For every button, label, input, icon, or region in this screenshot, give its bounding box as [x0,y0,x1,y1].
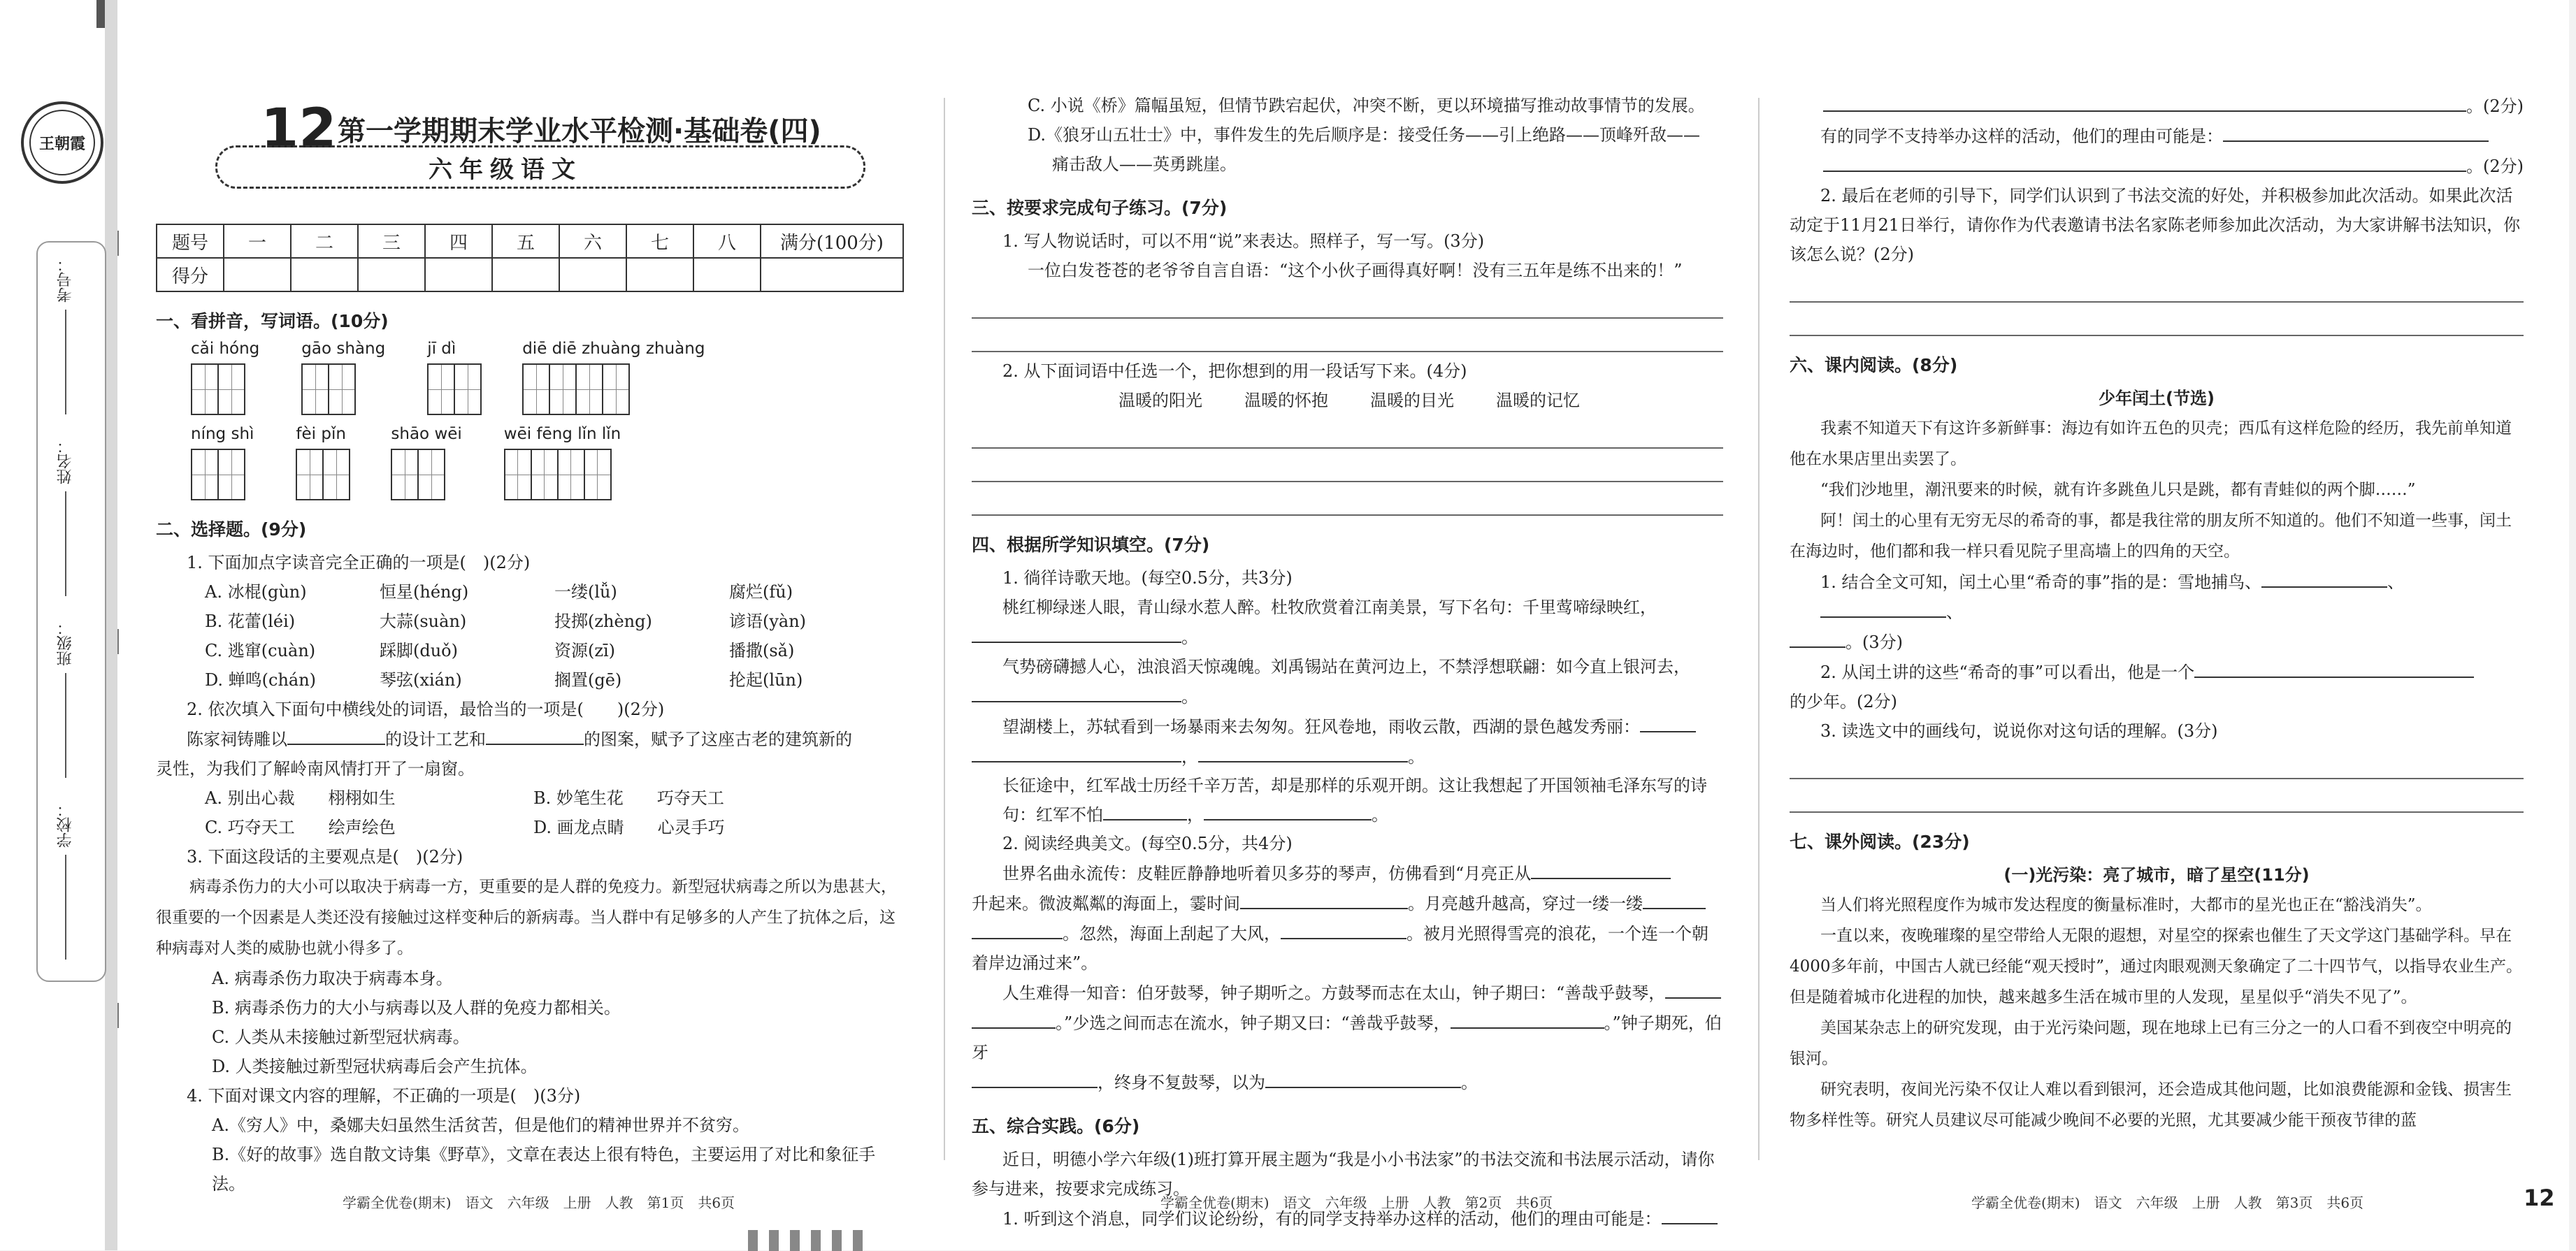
option-item: 投掷(zhèng) [554,612,652,631]
score-input[interactable] [224,258,291,291]
passage-title: (一)光污染：亮了城市，暗了星空(11分) [2003,865,2310,885]
fill-text: 。”少选之间而志在流水，钟子期又曰：“善哉乎鼓琴， 。”钟子期死，伯牙 [972,1008,1723,1067]
exam-title: 第一学期期末学业水平检测·基础卷(四) [338,115,821,147]
answer-line-score: 。(2分) [1790,151,2524,181]
blank[interactable] [972,918,1063,939]
option[interactable]: D. 人类接触过新型冠状病毒后会产生抗体。 [212,1057,538,1076]
blank[interactable] [2223,121,2489,142]
fill-text: 。忽然，海面上刮起了大风， 。被月光照得雪亮的浪花，一个连一个朝着岸边涌过来”。 [972,918,1723,978]
writing-grid[interactable] [301,363,385,415]
blank[interactable] [2194,657,2474,678]
option[interactable]: A. 别出心裁 栩栩如生 [205,788,396,808]
passage-paragraph: 阿！闰土的心里有无穷无尽的希奇的事，都是我往常的朋友所不知道的。他们不知道一些事，闰土在海边时，他们都和我一样只看见院子里高墙上的四角的天空。 [1790,512,2512,561]
question-text: 2. 从闰土讲的这些“希奇的事”可以看出，他是一个 [1790,657,2524,687]
blank[interactable] [972,1067,1098,1088]
section-3-heading: 三、按要求完成句子练习。(7分) [972,198,1228,218]
option[interactable]: C. 小说《桥》篇幅虽短，但情节跌宕起伏，冲突不断，更以环境描写推动故事情节的发展。 [1028,96,1705,115]
blank[interactable] [1823,91,2466,112]
option[interactable]: A.《穷人》中，桑娜夫妇虽然生活贫苦，但是他们的精神世界并不贫穷。 [212,1115,749,1135]
score-input[interactable] [626,258,693,291]
page-badge: 12 [2524,1185,2555,1211]
score-cell: 八 [693,224,761,258]
score-input[interactable] [291,258,358,291]
column-3 [1790,91,2524,1136]
option-item: 腐烂(fǔ) [729,582,793,602]
fill-text: 人生难得一知音：伯牙鼓琴，钟子期听之。方鼓琴而志在太山，钟子期曰：“善哉乎鼓琴， [972,978,1723,1008]
blank[interactable] [1643,888,1706,909]
blank[interactable] [1665,978,1721,999]
blank[interactable] [1451,1008,1604,1029]
passage-paragraph: 当人们将光照程度作为城市发达程度的衡量标准时，大都市的星光也正在“豁浅消失”。 [1820,896,2432,914]
pinyin-label: jī dì [427,340,456,358]
fill-text: 桃红柳绿迷人眼，青山绿水惹人醉。杜牧欣赏着江南美景，写下名句：千里莺啼绿映红， [1002,598,1657,617]
fill-text: 望湖楼上，苏轼看到一场暴雨来去匆匆。狂风卷地，雨收云散，西湖的景色越发秀丽： [972,711,1723,742]
column-1 [156,70,904,1199]
option-continued: 痛击敌人——英勇跳崖。 [1052,154,1237,174]
pinyin-label: fèi pǐn [296,425,346,443]
blank[interactable] [1265,1067,1461,1088]
column-divider-1 [944,98,945,1160]
section-2-heading: 二、选择题。(9分) [156,519,307,540]
question-text: 1. 徜徉诗歌天地。(每空0.5分，共3分) [1002,568,1293,588]
option[interactable]: B.《好的故事》选自散文诗集《野草》，文章在表达上很有特色，主要运用了对比和象征手法。 [212,1145,876,1194]
option[interactable]: D.《狼牙山五壮士》中，事件发生的先后顺序是：接受任务——引上绝路——顶峰歼敌—— [1028,125,1701,145]
blank[interactable] [972,742,1181,762]
fill-text: 长征途中，红军战士历经千辛万苦，却是那样的乐观开朗。这让我想起了开国领袖毛泽东写的诗句：红军不怕 ， 。 [1002,776,1707,825]
q2-options [156,783,904,842]
registration-marks [748,1230,863,1251]
word-choice: 温暖的目光 [1370,391,1454,410]
blank[interactable] [972,622,1181,643]
blank[interactable] [1240,888,1408,909]
option[interactable]: C. 巧夺天工 绘声绘色 [205,818,396,837]
blank[interactable] [1820,597,1946,618]
score-cell: 三 [358,224,425,258]
option[interactable]: B. 病毒杀伤力的大小与病毒以及人群的免疫力都相关。 [212,998,621,1018]
blank[interactable] [287,724,385,745]
section-5-heading: 五、综合实践。(6分) [972,1116,1140,1136]
blank[interactable] [1823,151,2466,172]
score-input[interactable] [761,258,903,291]
pinyin-label: shāo wēi [391,425,462,443]
score-cell: 题号 [157,224,224,258]
column-divider-2 [1758,98,1760,1160]
q3-passage: 病毒杀伤力的大小可以取决于病毒一方，更重要的是人群的免疫力。新型冠状病毒之所以为患甚大，很重要的一个因素是人类还没有接触过这样变种后的新病毒。当人群中有足够多的人产生了抗体之后，这种病毒对人类的威胁也就小得多了。 [156,878,897,957]
score-input[interactable] [559,258,626,291]
score-cell: 二 [291,224,358,258]
score-cell: 得分 [157,258,224,291]
question-text: 3. 读选文中的画线句，说说你对这句话的理解。(3分) [1820,721,2218,741]
passage-paragraph: 我素不知道天下有这许多新鲜事：海边有如许五色的贝壳；西瓜有这样危险的经历，我先前单知道他在水果店里出卖罢了。 [1790,419,2512,468]
strip-edge [105,0,117,1250]
writing-grid[interactable] [191,363,259,415]
writing-grid[interactable] [427,363,480,415]
pinyin-label: cǎi hóng [191,340,260,358]
pinyin-row-2 [191,425,904,500]
exam-number-field[interactable]: 考号： [55,256,96,414]
q2-sentence-end: 灵性，为我们了解岭南风情打开了一扇窗。 [156,759,475,779]
class-field[interactable]: 班级： [55,620,96,778]
section-1-heading: 一、看拼音，写词语。(10分) [156,311,389,331]
pinyin-row-1 [191,340,904,415]
answer-line[interactable] [972,453,1723,482]
option[interactable]: A. 冰棍(gùn) [205,582,307,602]
column-2: C. 小说《桥》篇幅虽短，但情节跌宕起伏，冲突不断，更以环境描写推动故事情节的发展。 D.《狼牙山五壮士》中，事件发生的先后顺序是：接受任务——引上绝路——顶峰歼敌—— 痛击敌人——英勇跳崖。 三、按要求完成句子练习。(7分) 1. 写人物说话时，可以不用“说”来表达。照样子，写一写。(3分) 一位白发苍苍的老爷爷自言自语：“这个小伙子画得真好啊！没有三五年是练不出来的！” 2. 从下面词语中任选一个，把你想到的用一段话写下来。(4分) 温暖的阳光 温暖的怀抱 温暖的目光 温暖的记忆 四、根据所学知识填空。(7分) 1. 徜徉诗歌天地。(每空0.5分，共3分) 桃红柳绿迷人眼，青山绿水惹人醉。杜牧欣赏着江南美景，写下名句：千里莺啼绿映红， 。 气势磅礴撼人心，浊浪滔天惊魂魄。刘禹锡站在黄河边上，不禁浮想联翩：如今直上银河去， 。 望湖楼上，苏轼看到一场暴雨来去匆匆。狂风卷地，雨收云散，西湖的景色越发秀丽： ， 。 长征途中，红军战士历经千辛万苦，却是那样的乐观开朗。这让我想起了开国领袖毛泽东写的诗句：红军不怕 ， 。 2. 阅读经典美文。(每空0.5分，共4分) 世界名曲永流传：皮鞋匠静静地听着贝多芬的琴声，仿佛看到“月亮正从 升起来。微波粼粼的海面上，霎时间 。月亮越升越高，穿过一缕一缕 。忽然，海面上刮起了大风， 。被月光照得雪亮的浪花，一个连一个朝着岸边涌过来”。 人生难得一知音：伯牙鼓琴，钟子期听之。方鼓琴而志在太山，钟子期曰：“善哉乎鼓琴， 。”少选之间而志在流水，钟子期又曰：“善哉乎鼓琴， 。”钟子期死，伯牙 ，终身不复鼓琴，以为 。 五、综合实践。(6分) 近日，明德小学六年级(1)班打算开展主题为“我是小小书法家”的书法交流和书法展示活动，请你参与进来，按要求完成练习。 1. 听到这个消息，同学们议论纷纷，有的同学支持举办这样的活动，他们的理由可能是： [972,91,1723,1234]
title-block [156,70,855,184]
exam-number: 12 [261,98,337,161]
fill-text: ，终身不复鼓琴，以为 。 [972,1067,1723,1097]
strip-tab [96,0,105,28]
question-text: 2. 从下面词语中任选一个，把你想到的用一段话写下来。(4分) [1002,361,1467,381]
option-item: 抡起(lūn) [729,670,803,690]
score-cell: 七 [626,224,693,258]
fill-text: 世界名曲永流传：皮鞋匠静静地听着贝多芬的琴声，仿佛看到“月亮正从 [972,858,1723,888]
option[interactable]: D. 画龙点睛 心灵手巧 [533,818,725,837]
blank[interactable] [1662,1203,1718,1224]
question-text: 1. 下面加点字读音完全正确的一项是( )(2分) [187,553,531,572]
word-choices [972,386,1723,415]
answer-line[interactable] [972,289,1723,319]
page-footer-3: 学霸全优卷(期末) 语文 六年级 上册 人教 第3页 共6页 [1971,1194,2364,1211]
option[interactable]: B. 妙笔生花 巧夺天工 [533,788,724,808]
option-item: 搁置(gē) [554,670,622,690]
name-field[interactable]: 姓名： [55,438,96,596]
score-input[interactable] [492,258,559,291]
passage-paragraph: 研究表明，夜间光污染不仅让人难以看到银河，还会造成其他问题，比如浪费能源和金钱、损害生物多样性等。研究人员建议尽可能减少晚间不必要的光照，尤其要减少能干预夜节律的蓝 [1790,1080,2512,1129]
publisher-logo [21,101,103,184]
option-item: 谚语(yàn) [729,612,807,631]
blank[interactable] [1790,627,1845,648]
score-table [156,224,904,292]
score-cell: 五 [492,224,559,258]
blank[interactable] [1204,800,1372,820]
option[interactable]: C. 逃窜(cuàn) [205,641,316,660]
option-item: 恒星(héng) [380,582,469,602]
student-info-box [36,241,106,982]
word-choice: 温暖的记忆 [1496,391,1580,410]
answer-line[interactable] [972,486,1723,516]
blank[interactable] [1198,742,1408,762]
question-text: 有的同学不支持举办这样的活动，他们的理由可能是： [1790,121,2524,151]
binding-strip [0,0,119,1250]
question-text: 1. 结合全文可知，闰土心里“希奇的事”指的是：雪地捕鸟、 、、 [1790,567,2524,627]
option-item: 一缕(lǚ) [554,582,617,602]
writing-grid[interactable] [522,363,705,415]
blank[interactable] [972,1008,1056,1029]
question-text-end: 。(3分) [1790,627,2524,657]
writing-grid[interactable] [504,449,621,500]
blank[interactable] [1103,800,1187,820]
q1-options [156,577,904,695]
question-text: 1. 听到这个消息，同学们议论纷纷，有的同学支持举办这样的活动，他们的理由可能是： [972,1203,1723,1234]
word-choice: 温暖的怀抱 [1244,391,1328,410]
option[interactable]: A. 病毒杀伤力取决于病毒本身。 [212,969,453,988]
score-cell: 四 [425,224,492,258]
score-cell: 一 [224,224,291,258]
option-item: 踩脚(duǒ) [380,641,458,660]
section-6-heading: 六、课内阅读。(8分) [1790,355,1958,375]
question-text: 4. 下面对课文内容的理解，不正确的一项是( )(3分) [187,1086,581,1106]
passage-title: 少年闰土(节选) [2099,389,2215,408]
word-choice: 温暖的阳光 [1118,391,1202,410]
answer-line[interactable] [1790,750,2524,779]
pinyin-label: wēi fēng lǐn lǐn [503,425,621,443]
section-4-heading: 四、根据所学知识填空。(7分) [972,535,1210,555]
blank[interactable] [1531,858,1671,879]
passage-paragraph: “我们沙地里，潮汛要来的时候，就有许多跳鱼儿只是跳，都有青蛙似的两个脚……” [1820,481,2416,499]
answer-line-score: 。(2分) [1790,91,2524,121]
pinyin-label: gāo shàng [301,340,386,358]
score-input[interactable] [693,258,761,291]
option[interactable]: B. 花蕾(léi) [205,612,296,631]
question-text-end: 的少年。(2分) [1790,692,1897,711]
exam-subtitle: 六年级语文 [429,156,582,184]
page-footer-1: 学霸全优卷(期末) 语文 六年级 上册 人教 第1页 共6页 [343,1194,735,1211]
fill-text: 升起来。微波粼粼的海面上，霎时间 。月亮越升越高，穿过一缕一缕 [972,888,1723,918]
fill-text: 气势磅礴撼人心，浊浪滔天惊魂魄。刘禹锡站在黄河边上，不禁浮想联翩：如今直上银河去， [1002,657,1690,677]
blank[interactable] [1281,918,1406,939]
writing-grid[interactable] [391,449,461,500]
blank[interactable] [2261,567,2387,588]
section-7-heading: 七、课外阅读。(23分) [1790,832,1970,852]
writing-grid[interactable] [191,449,254,500]
score-value-row [157,258,903,291]
page-footer-2: 学霸全优卷(期末) 语文 六年级 上册 人教 第2页 共6页 [1160,1194,1553,1211]
blank[interactable] [972,681,1181,702]
blank[interactable] [1640,711,1696,732]
answer-line[interactable] [972,323,1723,352]
score-input[interactable] [358,258,425,291]
logo-text: 王朝霞 [29,110,95,175]
pinyin-label: diē diē zhuàng zhuàng [522,340,705,358]
writing-grid[interactable] [296,449,349,500]
blank[interactable] [486,724,584,745]
pinyin-label: níng shì [191,425,254,443]
question-text: 2. 最后在老师的引导下，同学们认识到了书法交流的好处，并积极参加此次活动。如果此次活动定于11月21日举行，请你作为代表邀请书法名家陈老师参加此次活动，为大家讲解书法知识，你该怎么说？(2分) [1790,186,2521,264]
option[interactable]: D. 蝉鸣(chán) [205,670,317,690]
question-text: 2. 依次填入下面句中横线处的词语，最恰当的一项是( )(2分) [187,700,665,719]
question-text: 1. 写人物说话时，可以不用“说”来表达。照样子，写一写。(3分) [1002,231,1485,251]
example-sentence: 一位白发苍苍的老爷爷自言自语：“这个小伙子画得真好啊！没有三五年是练不出来的！” [1028,261,1683,280]
answer-line[interactable] [972,419,1723,449]
option-item: 资源(zī) [554,641,616,660]
answer-line[interactable] [1790,273,2524,303]
question-text: 3. 下面这段话的主要观点是( )(2分) [187,847,463,867]
answer-line[interactable] [1790,307,2524,336]
school-field[interactable]: 学校： [55,802,96,960]
passage-paragraph: 美国某杂志上的研究发现，由于光污染问题，现在地球上已有三分之一的人口看不到夜空中明亮的银河。 [1790,1019,2512,1068]
practice-intro: 近日，明德小学六年级(1)班打算开展主题为“我是小小书法家”的书法交流和书法展示活动，请你参与进来，按要求完成练习。 [972,1150,1715,1199]
score-header-row [157,224,903,258]
answer-line[interactable] [1790,783,2524,813]
option[interactable]: C. 人类从未接触过新型冠状病毒。 [212,1027,470,1047]
score-cell: 满分(100分) [761,224,903,258]
option-item: 大蒜(suàn) [380,612,467,631]
option-item: 播撒(sǎ) [729,641,795,660]
q2-sentence: 陈家祠铸雕以 的设计工艺和 的图案，赋予了这座古老的建筑新的 [156,724,904,754]
question-text: 2. 阅读经典美文。(每空0.5分，共4分) [1002,834,1293,853]
score-cell: 六 [559,224,626,258]
score-input[interactable] [425,258,492,291]
passage-paragraph: 一直以来，夜晚璀璨的星空带给人无限的遐想，对星空的探索也催生了天文学这门基础学科。早在4000多年前，中国古人就已经能“观天授时”，通过肉眼观测天象确定了二十四节气，以指导农业生产。但是随着城市化进程的加快，越来越多生活在城市里的人发现，星星似乎“消失不见了”。 [1790,927,2523,1006]
option-item: 琴弦(xián) [380,670,462,690]
